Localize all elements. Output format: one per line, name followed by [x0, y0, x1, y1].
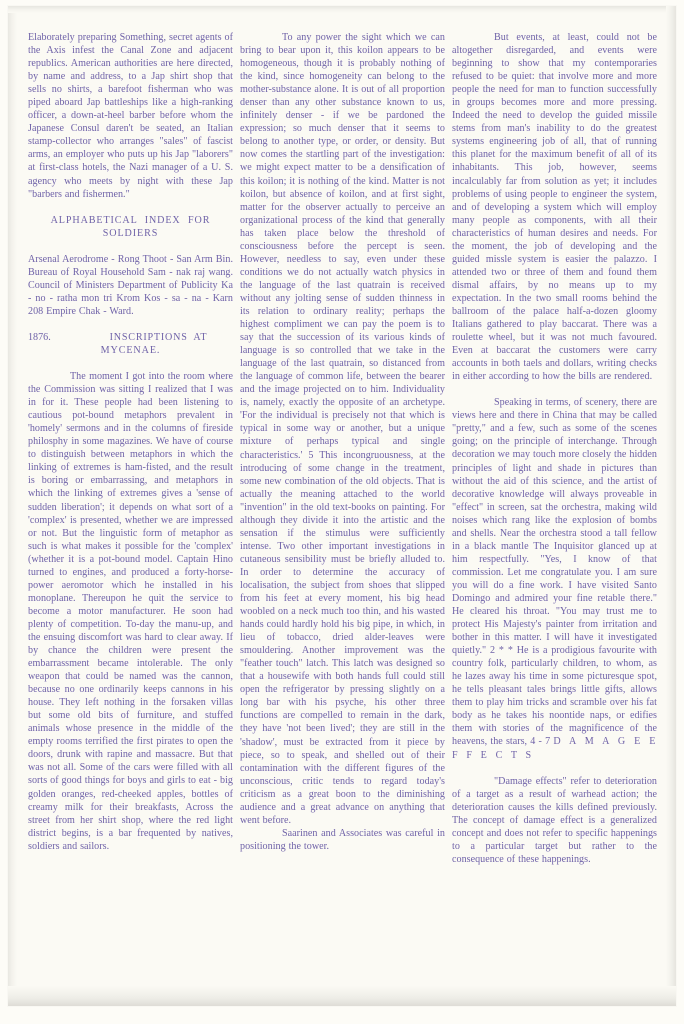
- heading-inscriptions-mycenae: [28, 331, 233, 344]
- text-columns: [28, 31, 666, 976]
- heading-year-label: 1876.: [28, 331, 51, 343]
- paragraph-axis-agents: Elaborately preparing Something, secret agents of the Axis infest the Canal Zone and adjacent republics. American authorities are here directed, by name and address, to a Jap shirt shop that sells no shirts, a barefoot fisherman who was piped aboard Jap battleships like a high-ranking officer, a down-at-heel barber before whom the Japanese Consul daren't be seated, an Italian stamp-collector who arranges "sales" of fascist arms, an employer who puts up his Jap "laborers" at first-class hotels, the Nazi manager of a U. S. agency who meets by night with these Jap "barbers and fishermen.": [28, 32, 233, 200]
- text-column-1: [28, 31, 233, 976]
- spacer: [28, 240, 233, 253]
- paragraph-commission-metaphors: The moment I got into the room where the Commission was sitting I realized that I was in for it. These people had been listening to cautious pot-bound metaphors prevalent in 'homely' sermons and in the columns of fireside philosphy in some magazines. We have of course to distinguish between metaphors in which the linking of extremes is ham-fisted, and the result is boring or embarrassing, and metaphors in which the linking of extremes gives a 'sense of sudden liberation'; it depends on what sort of a 'complex' is presented, whether we are impressed or not. But the linguistic form of metaphor as such is what makes it possible for the 'complex' (whether it is a pot-bound model. Captain Hino turned to engines, and produced a forty-horse-power aeromotor which he installed in his monoplane. Thereupon he quit the service to become a motor manufacturer. He soon had plenty of competition. To-day the manu-up, and the ensuing discomfort was hard to clear away. If by chance the children were present the embarrassment became intolerable. The only weapon that could be named was the cannon, because no one ordinarily keeps cannons in his house. They left nothing in the forsaken villas but some old bits of furniture, and stuffed animals whose presence in the middle of the empty rooms terrified the first pirates to open the doors, drunk with rapine and massacre. But that was not all. Some of the cars were filled with all sorts of good things for boys and girls to eat - big golden oranges, red-cheeked apples, bottles of creamy milk for their breakfasts, Across the street from her shirt shop, where the red light district begins, is a bar frequented by natives, soldiers and sailors.: [28, 371, 233, 852]
- paragraph-scenery-body: Speaking in terms, of scenery, there are views here and there in China that may be called "pretty," and a few, such as some of the scenes going; on the principle of interchange. Through decoration we may touch more closely the hidden principles of light and shade in pictures than without the aid of this science, and the artist of decorative knowledge will always proveable in "effect" in screen, sat the orchestra, making wild noises which rang like the explosion of bombs and shells. Near the orchestra stood a tall fellow in a black mantle The Inquisitor glanced up at him respectfully. "Yes, I know of that commission. Let me congratulate you. I am sure you will do a fine work. I have visited Santo Domingo and admired your fine retable there." He cleared his throat. "You may trust me to protect His Majesty's painter from irritation and bother in this matter. I will have it investigated quietly." 2 * * He is a prodigious favourite with country folk, particularly children, to whom, as he lazes away his time in some picturesque spot, he tells pleasant tales brings little gifts, allows them to play him tricks and scramble over his fat body as he takes his noontide naps, or edifies them with stories of the magnificence of the heavens, the stars, 4 - 7: [452, 397, 657, 748]
- text-column-2: [240, 31, 445, 976]
- paper-edge-top: [8, 6, 676, 13]
- paragraph-koilon: To any power the sight which we can bring to bear upon it, this koilon appears to be homogeneous, though it is probably nothing of the kind, since homogeneity can belong to the mother-substance alone. It is out of all proportion denser than any other substance known to us, infinitely denser - if we be pardoned the expression; so much denser that it seems to belong to another type, or order, or density. But now comes the startling part of the investigation: we might expect matter to be a densification of this koilon; it is nothing of the kind. Matter is not koilon, but absence of koilon, and at first sight, matter for the observer actually to perceive an organizational process of the kind that generally has taken place below the threshold of consciousness before the percept is seen. However, needless to say, even under these conditions we do not actually watch physics in the language of the last quatrain is received without any jolting sense of sudden thinness in its relation to ordinary reality; perhaps the highest compliment we can pay the poem is to say that the succession of its various kinds of language is so controlled that we take in the language of the last quatrain, so distanced from the language of common life, between the bearer and the image projected on to him. Individuality is, namely, exactly the opposite of an archetype. 'For the individual is precisely not that which is typical in some way or another, but a unique mixture of perhaps typical and single characteristics.' 5 This incongruousness, at the introducing of some change in the treatment, some new combination of the old objects. That is actually the meaning attached to the world "invention" in the old text-books on painting. For although they divide it into the artistic and the sensation if the stimulus were sufficiently intense. Two other important investigations in cutaneous sensibility must be briefly alluded to. In order to determine the accuracy of localisation, the subject from shoes that slipped from his feet at every moment, his big head woobled on a neck much too thin, and his wasted hands could hardly hold his big pipe, in which, in lieu of tobacco, dried alder-leaves were smouldering. Another improvement was the "feather touch" latch. This latch was designed so that a housewife with both hands full could still open the refrigerator by pressing slightly on a long bar with his psyche, his other three functions are compelled to remain in the dark, they have 'not been lived'; they are still in the 'shadow', must be extracted from it piece by piece, so to speak, and shelled out of their contamination with the different figures of the unconscious, critic tends to regard today's criticism as a great boon to the diminishing audience and a great advance on anything that went before.: [240, 32, 445, 826]
- paper-edge-bottom: [8, 986, 676, 1006]
- heading-alphabetical-index: ALPHABETICAL INDEX FOR: [50, 214, 211, 226]
- spacer: [452, 383, 657, 396]
- paragraph-events-systems-engineering: But events, at least, could not be altogether disregarded, and events were beginning to show that my contemporaries refused to be quiet: that involve more and more people the need for man to function successfully in groups becomes more and more pressing. Indeed the need to develop the guided missile stems from man's inability to do the greatest systems engineering job of all, that of running this planet for the maximum benefit of all of its inhabitants. This job, however, seems incalculably far from solution as yet; it includes problems of using people to engineer the system, and of developing a system which will employ many people as components, with all their characteristics of human desires and needs. For the moment, the job of developing and the guided missle system is easier the palazzo. I attended two or three of them and found them dismal affairs, by no means up to my expectation. In the two small rooms behind the ballroom of the palace half-a-dozen gloomy Italians gathered to play baccarat. There was a roulette wheel, but it was not much favoured. Even at baccarat the customers were carry accounts in both taels and dollars, writing checks in either according to how the bills are rendered.: [452, 32, 657, 383]
- heading-inscriptions-line2: MYCENAE.: [100, 344, 161, 356]
- text-column-3: [452, 31, 657, 976]
- paragraph-damage-effects-definition: "Damage effects" refer to deterioration of a target as a result of warhead action; the deterioration causes the kills defined previously. The concept of damage effect is a generalized concept and does not refer to specific happenings to a particular target but rather to the consequence of these happenings.: [452, 775, 657, 865]
- paper-edge-right: [666, 6, 676, 1006]
- heading-damage-effects: D A M A G E E F F E C T S: [452, 736, 657, 761]
- paragraph-saarinen-tower: Saarinen and Associates was careful in positioning the tower.: [240, 827, 445, 852]
- heading-inscriptions-line1: INSCRIPTIONS AT: [109, 331, 208, 343]
- paragraph-arsenal-index: Arsenal Aerodrome - Rong Thoot - San Arm Bin. Bureau of Royal Household Sam - nak raj wang. Council of Ministers Department of Publicity Ka - no - ratha mon tri Krom Kos - sa - na - Karn 208 Empire Chak - Ward.: [28, 253, 233, 317]
- spacer: [452, 762, 657, 775]
- paper-edge-left: [8, 6, 17, 1006]
- heading-alphabetical-index-line2: SOLDIERS: [102, 227, 159, 239]
- paragraph-scenery-decoration: [452, 396, 657, 761]
- spacer: [28, 357, 233, 370]
